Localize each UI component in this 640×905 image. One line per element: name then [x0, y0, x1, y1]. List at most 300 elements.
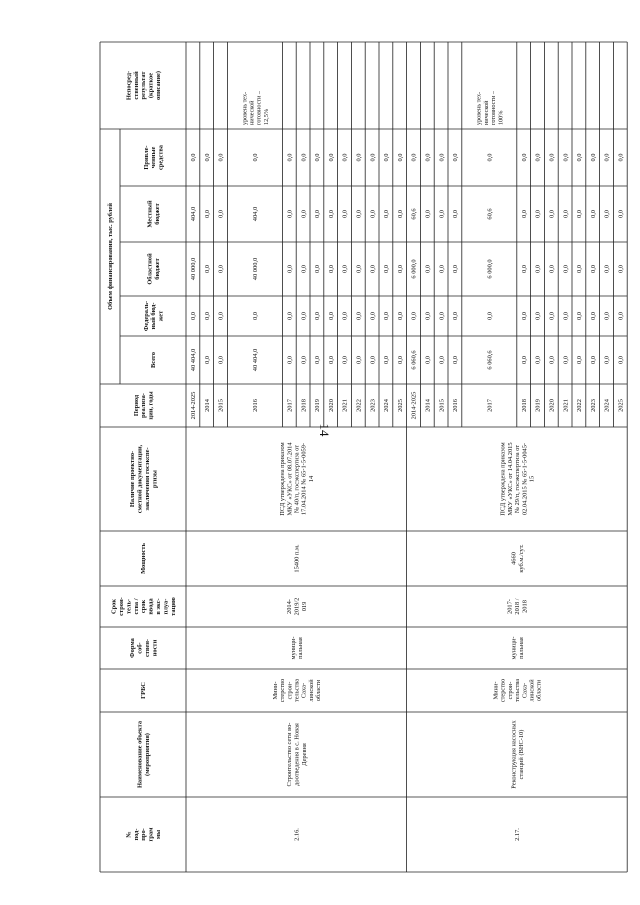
regional-cell [604, 265, 611, 273]
period-cell [356, 399, 363, 412]
local-cell [452, 210, 459, 218]
total-cell [590, 356, 597, 364]
local-cell [549, 210, 556, 218]
total-cell [397, 356, 404, 364]
regional-cell [397, 265, 404, 273]
federal-cell [590, 312, 597, 320]
attracted-cell-line: 0,0 [576, 153, 584, 162]
total-cell-line: 0,0 [603, 356, 611, 364]
attracted-cell [314, 154, 321, 162]
attracted-cell [590, 154, 597, 162]
attracted-cell [452, 154, 459, 162]
local-cell-line: 404,0 [252, 206, 260, 222]
local-cell [300, 210, 307, 218]
regional-cell-line: 0,0 [383, 265, 391, 273]
header-federal-line: ный бюд- [150, 302, 158, 330]
period-cell-line: 2018 [520, 399, 528, 412]
total-cell [604, 356, 611, 364]
attracted-cell-line: 0,0 [452, 153, 460, 162]
project-capacity [294, 544, 301, 573]
local-cell [342, 210, 349, 218]
local-cell [590, 210, 597, 218]
period-cell-line: 2022 [576, 399, 584, 412]
result-cell-line: уровень тех- [475, 91, 483, 125]
project-psd-line: МКУ «УКС» от 14.04.2015 [506, 442, 514, 516]
attracted-cell [549, 154, 556, 162]
regional-cell [314, 265, 321, 273]
federal-cell [425, 312, 432, 320]
header-period-line: Период [132, 394, 140, 417]
header-funding-group-line: Объем финансирования, тыс. рублей [107, 203, 115, 310]
period-cell-line: 2021 [341, 399, 349, 412]
regional-cell-line: 40 000,0 [252, 257, 260, 281]
period-cell-line: 2020 [548, 399, 556, 412]
result-cell-line: уровень тех- [241, 91, 249, 125]
period-cell [190, 392, 197, 420]
regional-cell-line: 0,0 [355, 265, 363, 273]
total-cell-line: 0,0 [520, 356, 528, 364]
total-cell-line: 0,0 [300, 356, 308, 364]
period-cell-line: 2022 [355, 399, 363, 412]
header-name-line: (мероприятия) [143, 733, 151, 776]
project-number [294, 828, 301, 841]
project-capacity-line: куб.м./сут. [517, 544, 525, 573]
total-cell-line: 0,0 [452, 356, 460, 364]
local-cell-line: 0,0 [424, 210, 432, 218]
total-cell [411, 350, 418, 369]
project-grbs-line: тельства [514, 678, 522, 703]
header-federal [143, 301, 165, 331]
period-cell [562, 399, 569, 412]
result-cell-line: нической [482, 100, 490, 125]
federal-cell [342, 312, 349, 320]
header-regional-line: бюджет [153, 258, 161, 280]
project-psd-line: 02.04.2015 № 65-1-5-0045- [521, 442, 529, 516]
total-cell [356, 356, 363, 364]
total-cell-line: 0,0 [327, 356, 335, 364]
total-cell-line: 0,0 [534, 356, 542, 364]
period-cell [369, 399, 376, 412]
period-cell-line: 2024 [383, 399, 391, 412]
regional-cell [425, 265, 432, 273]
period-cell-line: 2017 [286, 399, 294, 412]
local-cell [383, 210, 390, 218]
period-cell [342, 399, 349, 412]
federal-cell-line: 0,0 [576, 312, 584, 320]
header-term-line: строи- [118, 597, 125, 616]
header-term-line: тель- [125, 598, 133, 615]
local-cell-line: 0,0 [383, 210, 391, 218]
project-capacity-line: 15400 п.м. [293, 544, 301, 573]
period-cell [604, 398, 611, 412]
total-cell [218, 356, 225, 364]
period-cell-line: 2025 [396, 399, 404, 412]
attracted-cell-line: 0,0 [424, 153, 432, 162]
federal-cell [549, 312, 556, 320]
local-cell [190, 207, 197, 221]
header-psd-line: сметной документации, [136, 444, 144, 514]
local-cell-line: 404,0 [190, 206, 198, 222]
total-cell [342, 356, 349, 364]
period-cell [383, 398, 390, 412]
local-cell-line: 0,0 [520, 210, 528, 218]
federal-cell [218, 312, 225, 320]
federal-cell-line: 0,0 [452, 312, 460, 320]
period-cell-line: 2014-2025 [190, 391, 198, 420]
attracted-cell [411, 154, 418, 162]
header-result-line: ственный [132, 71, 140, 100]
project-grbs-line: области [535, 679, 543, 702]
local-cell-line: 0,0 [548, 210, 556, 218]
total-cell-line: 0,0 [369, 356, 377, 364]
result-cell-line: 12,5% [262, 109, 270, 125]
attracted-cell [252, 154, 259, 162]
local-cell [618, 210, 625, 218]
attracted-cell [383, 154, 390, 162]
regional-cell [383, 265, 390, 273]
attracted-cell-line: 0,0 [341, 153, 349, 162]
attracted-cell-line: 0,0 [603, 153, 611, 162]
total-cell-line: 0,0 [438, 356, 446, 364]
header-result-line: описание) [155, 71, 162, 100]
attracted-cell-line: 0,0 [548, 153, 556, 162]
local-cell-line: 0,0 [369, 210, 377, 218]
project-term-line: 019 [300, 601, 308, 612]
header-ownership-line: Форма [129, 638, 137, 658]
federal-cell [411, 312, 418, 320]
header-period [133, 391, 155, 419]
federal-cell-line: 0,0 [286, 312, 294, 320]
regional-cell-line: 0,0 [396, 265, 404, 273]
period-cell-line: 2018 [300, 399, 308, 412]
local-cell [425, 210, 432, 218]
local-cell-line: 0,0 [452, 210, 460, 218]
total-cell [252, 349, 259, 371]
project-grbs-line: Мини- [492, 681, 500, 700]
period-cell [438, 399, 445, 412]
total-cell [383, 356, 390, 364]
attracted-cell-line: 0,0 [327, 153, 335, 162]
project-name-line: Строительство сети во- [286, 722, 294, 787]
project-term-line: 2019/2 [293, 597, 301, 616]
header-total-line: Всего [150, 352, 158, 368]
attracted-cell [287, 154, 294, 162]
total-cell-line: 0,0 [355, 356, 363, 364]
period-cell-line: 2016 [252, 399, 260, 412]
federal-cell [369, 312, 376, 320]
federal-cell-line: 0,0 [548, 312, 556, 320]
project-name-line: Реконструкция насосных [510, 720, 518, 789]
regional-cell-line: 0,0 [603, 265, 611, 273]
regional-cell-line: 0,0 [203, 265, 211, 273]
project-grbs-line: стерство [279, 678, 287, 703]
header-term-line: ства / [132, 598, 140, 615]
regional-cell [190, 258, 197, 280]
total-cell-line: 0,0 [548, 356, 556, 364]
total-cell-line: 0,0 [424, 356, 432, 364]
regional-cell [328, 265, 335, 273]
attracted-cell [425, 154, 432, 162]
federal-cell-line: 0,0 [486, 312, 494, 320]
federal-cell [383, 312, 390, 320]
regional-cell [549, 265, 556, 273]
attracted-cell-line: 0,0 [562, 153, 570, 162]
period-cell-line: 2015 [438, 399, 446, 412]
regional-cell-line: 0,0 [424, 265, 432, 273]
local-cell [576, 210, 583, 218]
attracted-cell [328, 154, 335, 162]
local-cell [204, 210, 211, 218]
result-cell-line: готовности – [490, 91, 498, 125]
project-term [286, 598, 308, 616]
local-cell-line: 0,0 [534, 210, 542, 218]
period-cell [521, 399, 528, 412]
header-num-line: мы [155, 829, 162, 840]
regional-cell-line: 0,0 [369, 265, 377, 273]
regional-cell-line: 0,0 [314, 265, 322, 273]
attracted-cell [218, 154, 225, 162]
regional-cell [252, 258, 259, 280]
regional-cell-line: 0,0 [562, 265, 570, 273]
period-cell [411, 392, 418, 420]
federal-cell-line: 0,0 [355, 312, 363, 320]
project-psd-line: ПСД утверждена приказом [279, 442, 287, 516]
federal-cell-line: 0,0 [369, 312, 377, 320]
regional-cell [521, 265, 528, 273]
project-psd-line: 17.04.2014 № 65-1-5-0059- [300, 442, 308, 516]
federal-cell [452, 312, 459, 320]
federal-cell [328, 312, 335, 320]
total-cell [576, 356, 583, 364]
attracted-cell [604, 154, 611, 162]
period-cell-line: 2015 [217, 399, 225, 412]
project-term-line: 2018 / [514, 598, 522, 615]
local-cell-line: 0,0 [589, 210, 597, 218]
project-number-line: 2.17. [514, 828, 522, 841]
project-grbs-line: области [315, 679, 323, 702]
local-cell [487, 208, 494, 219]
local-cell [521, 210, 528, 218]
period-cell [535, 399, 542, 412]
attracted-cell-line: 0,0 [438, 153, 446, 162]
project-ownership [290, 636, 304, 659]
regional-cell [618, 265, 625, 273]
attracted-cell-line: 0,0 [203, 153, 211, 162]
project-capacity-line: 4660 [510, 552, 518, 565]
header-ownership-line: ствен- [143, 638, 151, 658]
header-ownership [129, 637, 158, 657]
project-grbs-line: Мини- [271, 681, 279, 700]
project-ownership-line: пальная [297, 637, 305, 659]
period-cell-line: 2023 [369, 399, 377, 412]
regional-cell [204, 265, 211, 273]
local-cell [411, 208, 418, 219]
attracted-cell [397, 154, 404, 162]
attracted-cell-line: 0,0 [190, 153, 198, 162]
header-psd-line: ртизы [151, 470, 159, 488]
period-cell [425, 398, 432, 412]
local-cell [287, 210, 294, 218]
period-cell [218, 399, 225, 412]
project-name-line: Деревня [300, 743, 308, 766]
federal-cell [535, 312, 542, 320]
total-cell-line: 0,0 [617, 356, 625, 364]
total-cell-line: 6 060,6 [486, 350, 494, 370]
project-grbs-line: строи- [506, 681, 514, 700]
program-objects-table [100, 42, 625, 872]
regional-cell [287, 265, 294, 273]
federal-cell [618, 312, 625, 320]
header-attracted-line: средства [157, 145, 165, 170]
federal-cell [487, 312, 494, 320]
local-cell [562, 210, 569, 218]
federal-cell-line: 0,0 [396, 312, 404, 320]
period-cell [590, 399, 597, 412]
project-name-line: станций (ВНС-10) [517, 729, 525, 780]
project-name-line: доотведения в с. Новая [293, 723, 301, 786]
regional-cell [300, 265, 307, 273]
local-cell [356, 210, 363, 218]
period-cell-line: 2019 [314, 399, 322, 412]
total-cell [452, 356, 459, 364]
total-cell-line: 0,0 [576, 356, 584, 364]
project-grbs-line: стерство [499, 678, 507, 703]
project-psd [500, 442, 536, 515]
page-number: 14 [317, 423, 332, 437]
project-psd [279, 442, 315, 516]
local-cell [328, 210, 335, 218]
header-result-line: (краткое [147, 72, 155, 99]
regional-cell-line: 0,0 [341, 265, 349, 273]
attracted-cell-line: 0,0 [520, 153, 528, 162]
total-cell-line: 0,0 [286, 356, 294, 364]
period-cell-line: 2014 [203, 399, 211, 412]
attracted-cell [190, 154, 197, 162]
regional-cell [452, 265, 459, 273]
regional-cell-line: 0,0 [589, 265, 597, 273]
project-number [514, 828, 521, 841]
period-cell [549, 399, 556, 412]
period-cell [252, 399, 259, 412]
result-cell-line: нической [248, 100, 256, 125]
attracted-cell [342, 154, 349, 162]
attracted-cell [535, 154, 542, 162]
total-cell-line: 0,0 [217, 356, 225, 364]
total-cell-line: 0,0 [396, 356, 404, 364]
header-psd-line: заключения госэкспе- [143, 447, 151, 511]
header-term-line: ввода [147, 598, 155, 615]
federal-cell [562, 312, 569, 320]
local-cell-line: 0,0 [203, 210, 211, 218]
result-cell [476, 90, 505, 125]
project-name [286, 723, 308, 787]
federal-cell [287, 312, 294, 320]
header-term [111, 597, 177, 616]
attracted-cell-line: 0,0 [300, 153, 308, 162]
federal-cell [252, 312, 259, 320]
attracted-cell-line: 0,0 [252, 153, 260, 162]
header-name [137, 720, 151, 788]
total-cell [287, 356, 294, 364]
total-cell-line: 0,0 [589, 356, 597, 364]
attracted-cell-line: 0,0 [534, 153, 542, 162]
program-objects-table-svg [100, 42, 625, 872]
total-cell-line: 40 404,0 [252, 348, 260, 372]
regional-cell-line: 0,0 [452, 265, 460, 273]
local-cell-line: 0,0 [617, 210, 625, 218]
attracted-cell-line: 0,0 [410, 153, 418, 162]
attracted-cell-line: 0,0 [355, 153, 363, 162]
header-num-line: № [125, 831, 133, 838]
regional-cell [562, 265, 569, 273]
total-cell [328, 356, 335, 364]
total-cell [190, 349, 197, 371]
federal-cell-line: 0,0 [314, 312, 322, 320]
period-cell [397, 399, 404, 412]
regional-cell-line: 0,0 [617, 265, 625, 273]
header-funding-group [107, 203, 114, 310]
header-num [125, 827, 162, 842]
federal-cell-line: 0,0 [410, 312, 418, 320]
regional-cell [356, 265, 363, 273]
regional-cell-line: 0,0 [300, 265, 308, 273]
period-cell [328, 399, 335, 412]
total-cell-line: 0,0 [203, 356, 211, 364]
attracted-cell-line: 0,0 [314, 153, 322, 162]
project-capacity [510, 544, 524, 573]
local-cell-line: 0,0 [341, 210, 349, 218]
regional-cell-line: 0,0 [548, 265, 556, 273]
header-grbs-line: ГРБС [140, 682, 148, 699]
project-grbs [493, 679, 543, 702]
header-local-line: бюджет [153, 203, 161, 225]
project-psd-line: МКУ «УКС» от 08.07.2014 [286, 442, 294, 516]
project-name [510, 720, 524, 789]
regional-cell [487, 259, 494, 278]
total-cell-line: 6 060,6 [410, 350, 418, 370]
local-cell-line: 0,0 [286, 210, 294, 218]
header-ownership-line: соб- [136, 642, 144, 654]
header-grbs [140, 682, 147, 699]
project-psd-line: ПСД утверждена приказом [499, 442, 507, 516]
total-cell [535, 356, 542, 364]
period-cell [300, 399, 307, 412]
project-term-line: 2014- [286, 599, 294, 614]
period-cell-line: 2017 [486, 399, 494, 412]
regional-cell [535, 265, 542, 273]
federal-cell-line: 0,0 [589, 312, 597, 320]
header-attracted [143, 144, 165, 170]
attracted-cell [562, 154, 569, 162]
attracted-cell-line: 0,0 [286, 153, 294, 162]
result-cell-line: 100% [497, 110, 505, 125]
regional-cell [576, 265, 583, 273]
local-cell-line: 0,0 [314, 210, 322, 218]
result-cell-line: готовности – [255, 91, 263, 125]
federal-cell-line: 0,0 [520, 312, 528, 320]
federal-cell [300, 312, 307, 320]
total-cell [521, 356, 528, 364]
local-cell-line: 0,0 [355, 210, 363, 218]
attracted-cell-line: 0,0 [486, 153, 494, 162]
project-grbs-line: Саха- [521, 682, 529, 699]
attracted-cell-line: 0,0 [217, 153, 225, 162]
federal-cell [438, 312, 445, 320]
header-term-line: в экс- [155, 598, 162, 615]
local-cell-line: 0,0 [300, 210, 308, 218]
header-num-line: под- [132, 828, 140, 841]
local-cell-line: 0,0 [562, 210, 570, 218]
